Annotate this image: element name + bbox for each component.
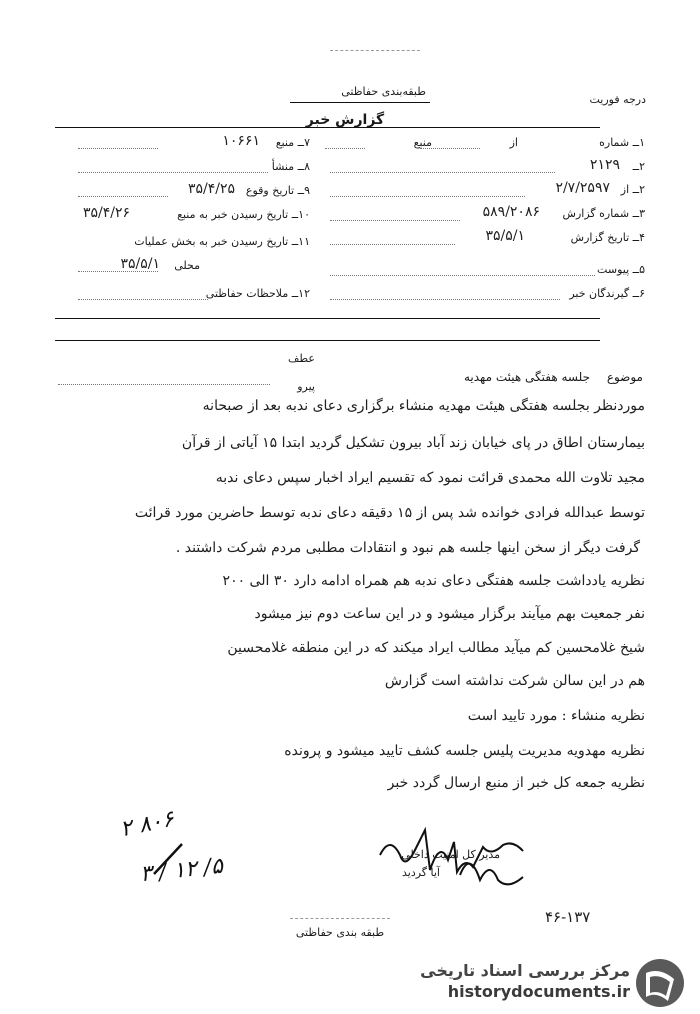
body-line: نظریه جمعه کل خبر از منبع ارسال گردد خبر bbox=[387, 775, 645, 791]
field-l12-label: ۱۲ــ ملاحظات حفاظتی bbox=[205, 287, 310, 300]
subject-text: جلسه هفتگی هیئت مهدیه bbox=[463, 370, 590, 384]
body-line: موردنظر بجلسه هفتگی هیئت مهدیه منشاء برگزاری دعای ندبه بعد از صبحانه bbox=[202, 398, 645, 414]
field-5-label: ۴ــ تاریخ گزارش bbox=[570, 231, 645, 244]
field-1-sub: از bbox=[509, 136, 518, 149]
subject-note-top: عطف bbox=[288, 352, 315, 365]
body-line: شیخ غلامحسین کم میآید مطالب ایراد میکند که در این منطقه غلامحسین bbox=[227, 640, 645, 656]
signature-line1: مدیر کل امنیت داخلی bbox=[401, 848, 500, 861]
classification-underline bbox=[290, 102, 430, 103]
footer-classification: طبقه بندی حفاظتی bbox=[295, 926, 385, 939]
field-l7-label: ۷ــ منبع bbox=[275, 136, 310, 149]
header-rule bbox=[55, 127, 600, 128]
body-line: نفر جمعیت بهم میآیند برگزار میشود و در این ساعت دوم نیز میشود bbox=[254, 606, 645, 622]
subject-label: موضوع bbox=[606, 370, 643, 384]
margin-slash-mark bbox=[148, 840, 188, 880]
field-l11-local-label: محلی bbox=[174, 259, 200, 272]
field-l9-value: ۳۵/۴/۲۵ bbox=[187, 181, 235, 197]
body-line: نظریه مهدویه مدیریت پلیس جلسه کشف تایید میشود و پرونده bbox=[284, 743, 645, 759]
classification-label: طبقه‌بندی حفاظتی bbox=[341, 85, 426, 98]
field-1-label: ۱ــ شماره bbox=[599, 136, 645, 149]
body-line: بیمارستان اطاق در پای خیابان زند آباد بیرون تشکیل گردید ابتدا ۱۵ آیاتی از قرآن bbox=[181, 435, 645, 451]
body-line: گرفت دیگر از سخن اینها جلسه هم نبود و انتقادات مطلبی مردم شرکت داشتند . bbox=[175, 540, 640, 556]
field-2-value: ۲۱۲۹ bbox=[589, 157, 620, 173]
watermark-url: historydocuments.ir bbox=[447, 982, 630, 1001]
margin-note-line2: ۳ / ۱۲ /۵ bbox=[138, 853, 225, 888]
field-l10-value: ۳۵/۴/۲۶ bbox=[82, 205, 130, 221]
field-6-label: ۵ــ پیوست bbox=[597, 263, 645, 276]
field-l11-label: ۱۱ــ تاریخ رسیدن خبر به بخش عملیات bbox=[134, 235, 310, 248]
margin-note-line1: ۲ ۸۰۶ bbox=[117, 806, 177, 843]
watermark-name: مرکز بررسی اسناد تاریخی bbox=[420, 961, 630, 980]
field-5-value: ۳۵/۵/۱ bbox=[485, 228, 525, 244]
field-7-label: ۶ــ گیرندگان خبر bbox=[569, 287, 645, 300]
field-l11-value: ۳۵/۵/۱ bbox=[120, 256, 160, 272]
field-1-sub2: منبع bbox=[413, 136, 432, 149]
field-4-label: ۳ــ شماره گزارش bbox=[562, 207, 645, 220]
document-title: گزارش خبر bbox=[305, 112, 385, 128]
subject-note-bottom: پیرو bbox=[297, 380, 315, 393]
body-line: هم در این سالن شرکت نداشته است گزارش bbox=[384, 673, 645, 689]
fields-separator bbox=[55, 318, 600, 319]
field-l7-value: ۱۰۶۶۱ bbox=[222, 133, 260, 149]
signature-line2: آیا گردید bbox=[401, 866, 440, 879]
priority-label: درجه فوریت bbox=[589, 93, 646, 106]
field-3-label: ۲ــ از bbox=[620, 183, 645, 196]
document-number: ۴۶-۱۳۷ bbox=[545, 908, 591, 926]
field-l9-label: ۹ــ تاریخ وقوع bbox=[245, 184, 310, 197]
top-stamp-line bbox=[330, 50, 420, 51]
body-line: نظریه منشاء : مورد تایید است bbox=[467, 708, 645, 724]
field-3-value: ۲/۷/۲۵۹۷ bbox=[555, 180, 610, 196]
body-line: توسط عبدالله فرادی خوانده شد پس از ۱۵ دقیقه دعای ندبه توسط حاضرین مورد قرائت bbox=[134, 505, 645, 521]
body-line: نظریه یادداشت جلسه هفتگی دعای ندبه هم همراه ادامه دارد ۳۰ الی ۲۰۰ bbox=[222, 573, 645, 589]
archive-logo-icon bbox=[632, 955, 688, 1011]
field-4-value: ۵۸۹/۲۰۸۶ bbox=[482, 204, 540, 220]
fields-separator-2 bbox=[55, 340, 600, 341]
field-2-label: ۲ــ bbox=[632, 160, 645, 173]
body-line: مجید تلاوت الله محمدی قرائت نمود که تقسیم ایراد اخبار سپس دعای ندبه bbox=[215, 470, 645, 486]
field-l10-label: ۱۰ــ تاریخ رسیدن خبر به منبع bbox=[177, 208, 310, 221]
field-l8-label: ۸ــ منشأ bbox=[271, 160, 310, 173]
